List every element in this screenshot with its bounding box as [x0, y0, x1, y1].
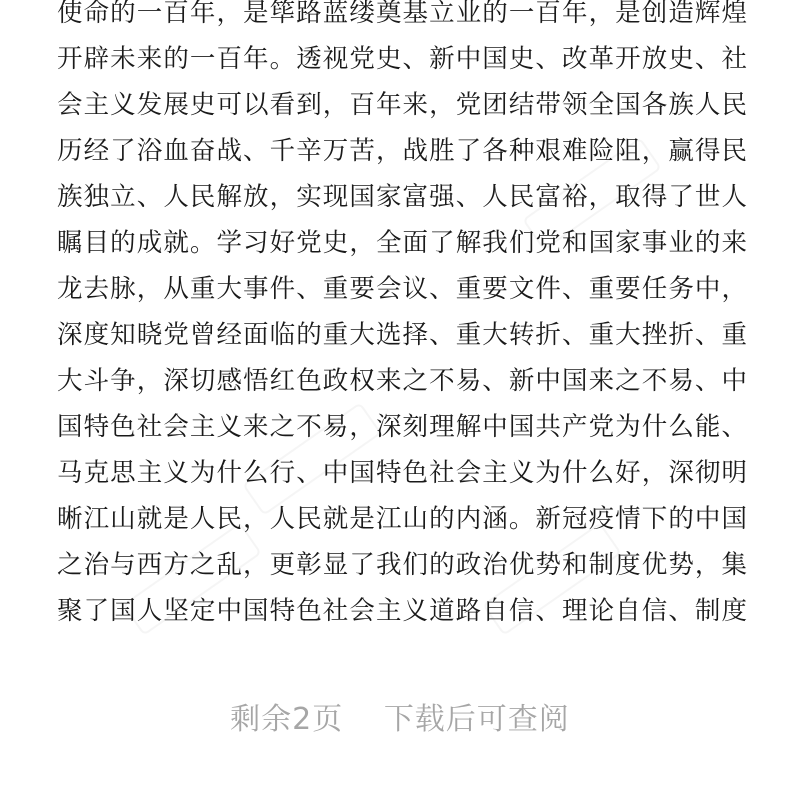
- download-to-view-label: 下载后可查阅: [383, 702, 570, 737]
- text-line: 开辟未来的一百年。透视党史、新中国史、改革开放史、社: [57, 44, 747, 74]
- download-prompt[interactable]: [0, 694, 800, 738]
- text-line: 使命的一百年，是筚路蓝缕奠基立业的一百年，是创造辉煌: [57, 0, 747, 28]
- remaining-pages-label: 剩余2页: [230, 702, 344, 737]
- text-line: 马克思主义为什么行、中国特色社会主义为什么好，深彻明: [57, 458, 747, 488]
- text-line: 之治与西方之乱，更彰显了我们的政治优势和制度优势，集: [57, 550, 747, 580]
- text-line: 族独立、人民解放，实现国家富强、人民富裕，取得了世人: [57, 182, 747, 212]
- document-body: [57, 0, 747, 639]
- text-line: 国特色社会主义来之不易，深刻理解中国共产党为什么能、: [57, 412, 747, 442]
- text-line: 瞩目的成就。学习好党史，全面了解我们党和国家事业的来: [57, 228, 747, 258]
- text-line: 会主义发展史可以看到，百年来，党团结带领全国各族人民: [57, 90, 747, 120]
- text-line: 晰江山就是人民，人民就是江山的内涵。新冠疫情下的中国: [57, 504, 747, 534]
- text-line: 历经了浴血奋战、千辛万苦，战胜了各种艰难险阻，赢得民: [57, 136, 747, 166]
- text-line: 深度知晓党曾经面临的重大选择、重大转折、重大挫折、重: [57, 320, 747, 350]
- text-line: 大斗争，深切感悟红色政权来之不易、新中国来之不易、中: [57, 366, 747, 396]
- text-line: 聚了国人坚定中国特色社会主义道路自信、理论自信、制度: [57, 596, 747, 626]
- text-line: 龙去脉，从重大事件、重要会议、重要文件、重要任务中，: [57, 274, 747, 304]
